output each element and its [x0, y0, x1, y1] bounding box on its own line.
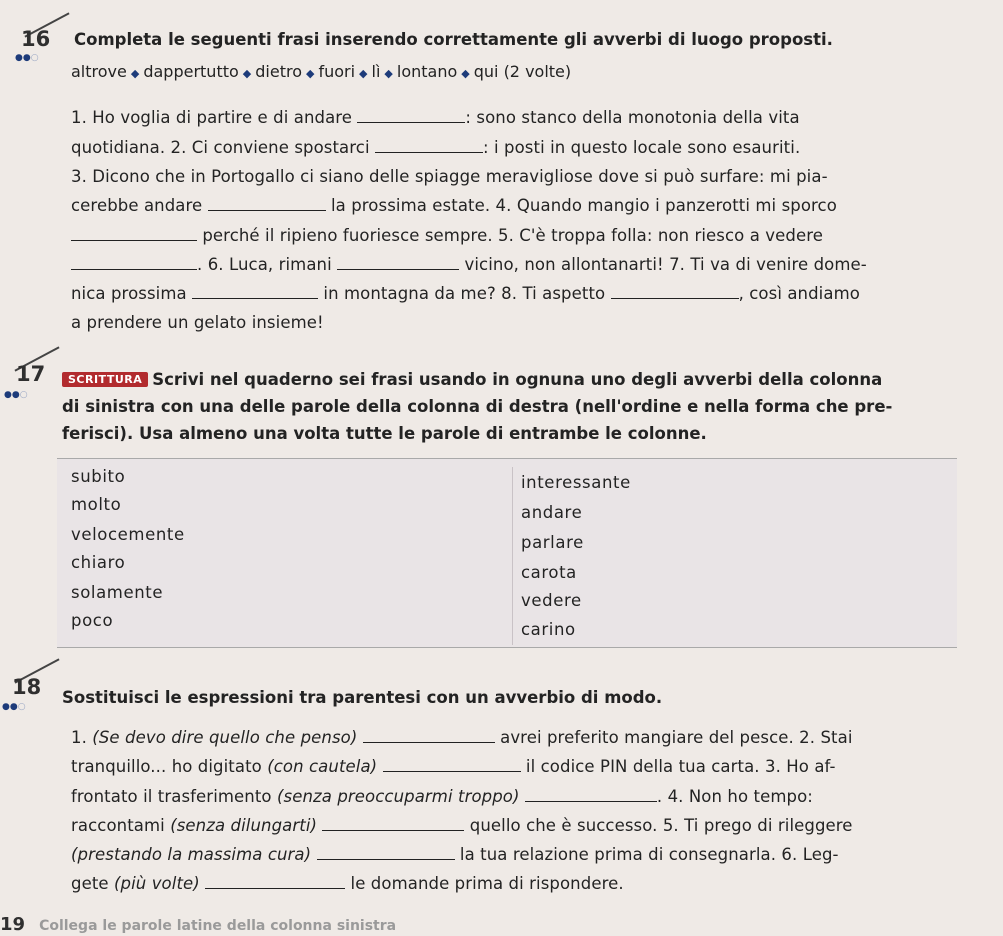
ex16-text: : sono stanco della monotonia della vita [465, 108, 800, 127]
right-column-word: vedere [521, 591, 582, 610]
exercise-18-instruction: le espressioni tra parentesi con un avverbio di modo. [159, 688, 663, 707]
ex16-line-6 [71, 255, 867, 274]
exercise-16-verb: Completa [74, 30, 163, 49]
ex18-expression: (più volte) [114, 874, 200, 893]
ex16-text: 3. Dicono che in Portogallo ci siano delle spiagge meravigliose dove si può surfare: mi pia- [71, 167, 828, 186]
exercise-17-instruction: di sinistra con una delle parole della colonna di destra (nell'ordine e nella forma che pre- [62, 397, 893, 416]
diamond-icon: ◆ [130, 67, 140, 80]
ex18-text: . 4. Non ho tempo: [656, 787, 813, 806]
word-columns-table [57, 458, 957, 648]
ex16-line-8 [71, 313, 324, 332]
writing-badge: SCRITTURA [62, 372, 148, 387]
right-column-word: parlare [521, 533, 584, 552]
diamond-icon: ◆ [242, 67, 252, 80]
ex16-text: vicino, non allontanarti! 7. Ti va di venire dome- [459, 255, 867, 274]
difficulty-dots-icon: ●●○ [2, 702, 26, 712]
ex18-text: frontato il trasferimento [71, 787, 277, 806]
ex18-expression: (senza dilungarti) [170, 816, 318, 835]
ex18-text: quello che è successo. 5. Ti prego di rileggere [464, 816, 853, 835]
ex18-expression: (prestando la massima cura) [71, 845, 312, 864]
ex16-text: : i posti in questo locale sono esauriti. [483, 138, 801, 157]
ex18-line-6 [71, 874, 624, 893]
ex18-line-1 [71, 728, 853, 747]
answer-blank[interactable] [322, 829, 464, 831]
ex18-line-5 [71, 845, 839, 864]
answer-blank[interactable] [208, 209, 326, 211]
ex16-text: la prossima estate. 4. Quando mangio i panzerotti mi sporco [325, 196, 837, 215]
ex18-expression: (senza preoccuparmi troppo) [276, 787, 520, 806]
difficulty-dots-icon: ●●○ [4, 390, 28, 400]
right-column-word: carota [521, 563, 577, 582]
ex16-text: , così andiamo [738, 284, 860, 303]
exercise-17-instruction: Scrivi nel quaderno sei frasi usando in ognuna uno degli avverbi della colonna [152, 370, 883, 389]
ex18-expression: (con cautela) [267, 757, 378, 776]
ex16-text: nica prossima [71, 284, 193, 303]
left-column-word: velocemente [71, 525, 185, 544]
ex16-text: perché il ripieno fuoriesce sempre. 5. C'è troppa folla: non riesco a vedere [197, 226, 823, 245]
ex16-line-2 [71, 138, 800, 157]
ex16-text: . 6. Luca, rimani [197, 255, 338, 274]
exercise-17-title-line-2 [62, 397, 892, 416]
ex18-text: raccontami [71, 816, 171, 835]
left-column-word: chiaro [71, 553, 126, 572]
answer-blank[interactable] [383, 770, 521, 772]
ex16-text: a prendere un gelato insieme! [71, 313, 324, 332]
adverb-item: lontano [396, 62, 458, 81]
ex18-line-4 [71, 816, 853, 835]
left-column-word: subito [71, 467, 126, 486]
exercise-16-number: 16 [21, 27, 51, 51]
ex18-text: la tua relazione prima di consegnarla. 6. Leg- [454, 845, 839, 864]
diamond-icon: ◆ [384, 67, 393, 80]
exercise-17-title-line-3 [62, 424, 707, 443]
answer-blank[interactable] [205, 887, 345, 889]
ex16-line-5 [71, 226, 823, 245]
left-column-word: molto [71, 495, 122, 514]
ex18-line-3 [71, 787, 813, 806]
ex16-text: quotidiana. 2. Ci conviene spostarci [71, 138, 375, 157]
ex16-line-1 [71, 108, 800, 127]
exercise-17-instruction: ferisci). Usa almeno una volta tutte le parole di entrambe le colonne. [62, 424, 707, 443]
left-column-word: poco [71, 611, 114, 630]
adverb-list [71, 62, 571, 81]
diamond-icon: ◆ [359, 67, 368, 80]
right-column-word: carino [521, 620, 576, 639]
ex18-text: il codice PIN della tua carta. 3. Ho af- [520, 757, 836, 776]
ex18-text: le domande prima di rispondere. [345, 874, 624, 893]
diamond-icon: ◆ [461, 67, 470, 80]
adverb-item: dietro [255, 62, 302, 81]
ex16-line-7 [71, 284, 860, 303]
answer-blank[interactable] [71, 239, 197, 241]
left-column-word: solamente [71, 583, 164, 602]
ex16-line-3 [71, 167, 828, 186]
ex18-text: tranquillo... ho digitato [71, 757, 268, 776]
ex18-text: gete [71, 874, 114, 893]
exercise-19-title: Collega le parole latine della colonna sinistra [39, 918, 397, 934]
right-column-word: interessante [521, 473, 631, 492]
exercise-16-instruction: le seguenti frasi inserendo correttamente gli avverbi di luogo proposti. [162, 30, 833, 49]
ex18-text: avrei preferito mangiare del pesce. 2. Stai [494, 728, 853, 747]
answer-blank[interactable] [525, 800, 657, 802]
ex18-line-2 [71, 757, 836, 776]
adverb-item: qui (2 volte) [473, 62, 572, 81]
adverb-item: lì [371, 62, 381, 81]
answer-blank[interactable] [317, 858, 455, 860]
ex16-text: in montagna da me? 8. Ti aspetto [318, 284, 611, 303]
exercise-17-number: 17 [16, 362, 46, 386]
ex18-text: 1. [71, 728, 93, 747]
exercise-19-number: 19 [0, 914, 26, 935]
answer-blank[interactable] [357, 121, 465, 123]
adverb-item: dappertutto [143, 62, 239, 81]
answer-blank[interactable] [611, 297, 739, 299]
exercise-16-title [74, 30, 833, 49]
answer-blank[interactable] [337, 268, 459, 270]
exercise-18-number: 18 [12, 675, 42, 699]
exercise-18-title [62, 688, 662, 707]
ex16-line-4 [71, 196, 837, 215]
difficulty-dots-icon: ●●○ [15, 53, 39, 63]
exercise-19-partial [0, 914, 396, 935]
answer-blank[interactable] [363, 741, 495, 743]
diamond-icon: ◆ [305, 67, 315, 80]
exercise-17-title [62, 370, 882, 389]
ex18-expression: (Se devo dire quello che penso) [92, 728, 358, 747]
column-divider [512, 467, 513, 645]
adverb-item: altrove [71, 62, 127, 81]
ex16-text: 1. Ho voglia di partire e di andare [71, 108, 358, 127]
right-column-word: andare [521, 503, 583, 522]
answer-blank[interactable] [192, 297, 318, 299]
adverb-item: fuori [318, 62, 356, 81]
answer-blank[interactable] [71, 268, 197, 270]
answer-blank[interactable] [375, 151, 483, 153]
ex16-text: cerebbe andare [71, 196, 208, 215]
exercise-18-verb: Sostituisci [62, 688, 160, 707]
